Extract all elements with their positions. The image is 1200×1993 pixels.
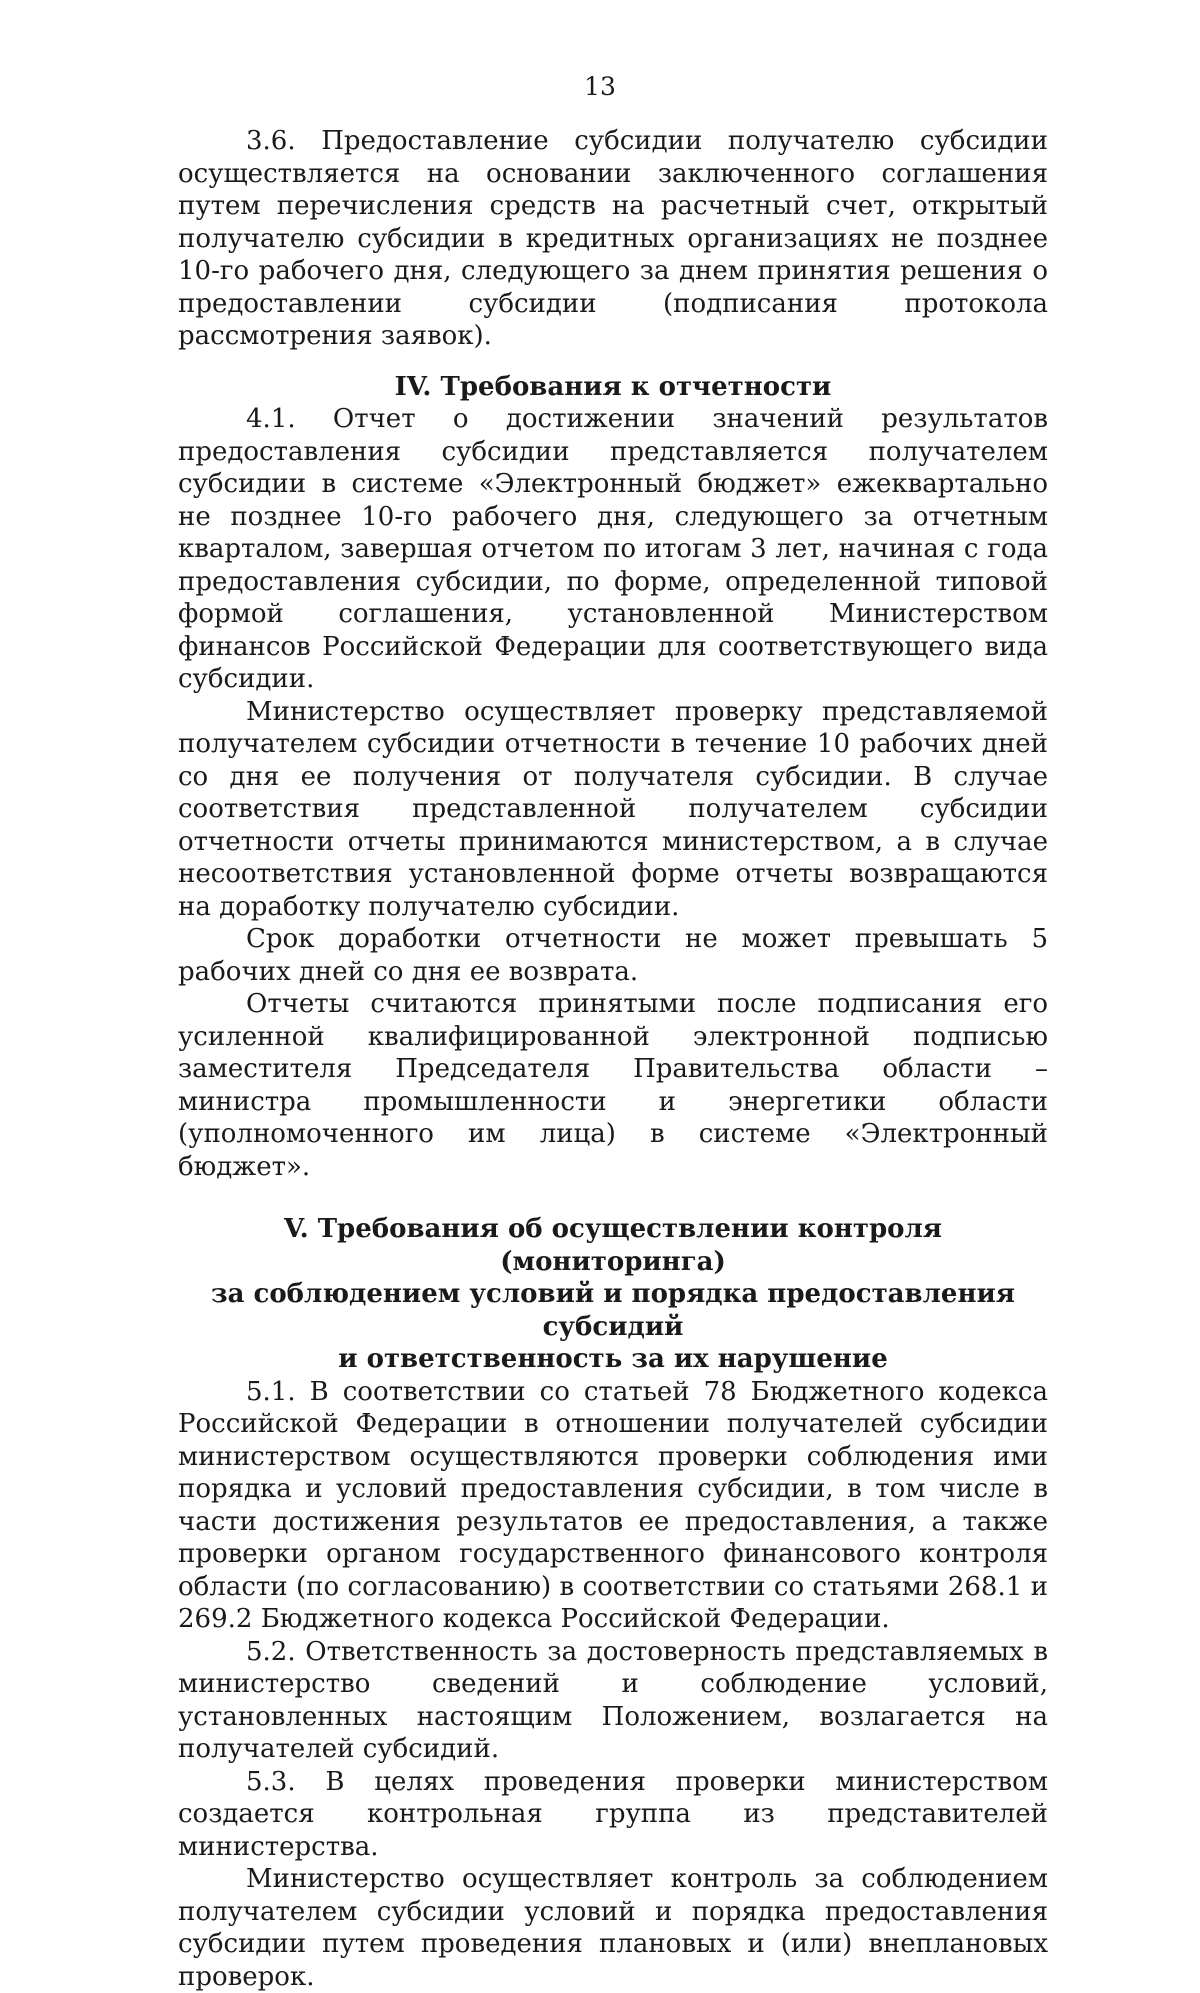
section-5-title-line-3: и ответственность за их нарушение bbox=[338, 1344, 888, 1374]
paragraph-5-1: 5.1. В соответствии со статьей 78 Бюджетного кодекса Российской Федерации в отношении получателей субсидии министерством осуществляются проверки соблюдения ими порядка и условий предоставления субсидии, в том числе в части достижения результатов ее предоставления, а также проверки органом государственного финансового контроля области (по согласованию) в соответствии со статьями 268.1 и 269.2 Бюджетного кодекса Российской Федерации. bbox=[178, 1376, 1048, 1634]
paragraph-3-6: 3.6. Предоставление субсидии получателю субсидии осуществляется на основании заключенного соглашения путем перечисления средств на расчетный счет, открытый получателю субсидии в кредитных организациях не позднее 10-го рабочего дня, следующего за днем принятия решения о предоставлении субсидии (подписания протокола рассмотрения заявок). bbox=[178, 126, 1048, 351]
section-5-title bbox=[178, 1213, 1048, 1376]
paragraph-4-3: Срок доработки отчетности не может превышать 5 рабочих дней со дня ее возврата. bbox=[178, 924, 1048, 987]
page-number: 13 bbox=[584, 72, 616, 101]
paragraph-5-3: 5.3. В целях проведения проверки министерством создается контрольная группа из представителей министерства. bbox=[178, 1766, 1048, 1862]
paragraph-5-2: 5.2. Ответственность за достоверность представляемых в министерство сведений и соблюдение условий, установленных настоящим Положением, возлагается на получателей субсидий. bbox=[178, 1636, 1048, 1764]
paragraph-4-2: Министерство осуществляет проверку представляемой получателем субсидии отчетности в течение 10 рабочих дней со дня ее получения от получателя субсидии. В случае соответствия представленной получателем субсидии отчетности отчеты принимаются министерством, а в случае несоответствия установленной форме отчеты возвращаются на доработку получателю субсидии. bbox=[178, 696, 1048, 922]
paragraph-5-4: Министерство осуществляет контроль за соблюдением получателем субсидии условий и порядка предоставления субсидии путем проведения плановых и (или) внеплановых проверок. bbox=[178, 1864, 1048, 1992]
section-5-title-line-2: за соблюдением условий и порядка предоставления субсидий bbox=[211, 1279, 1015, 1342]
section-5-title-line-1: V. Требования об осуществлении контроля (мониторинга) bbox=[283, 1214, 943, 1277]
paragraph-4-1: 4.1. Отчет о достижении значений результатов предоставления субсидии представляется получателем субсидии в системе «Электронный бюджет» ежеквартально не позднее 10-го рабочего дня, следующего за отчетным кварталом, завершая отчетом по итогам 3 лет, начиная с года предоставления субсидии, по форме, определенной типовой формой соглашения, установленной Министерством финансов Российской Федерации для соответствующего вида субсидии. bbox=[178, 404, 1048, 694]
paragraph-4-4: Отчеты считаются принятыми после подписания его усиленной квалифицированной электронной подписью заместителя Председателя Правительства области – министра промышленности и энергетики области (уполномоченного им лица) в системе «Электронный бюджет». bbox=[178, 989, 1048, 1182]
document-body bbox=[178, 125, 1048, 1993]
section-4-title: IV. Требования к отчетности bbox=[394, 371, 832, 402]
